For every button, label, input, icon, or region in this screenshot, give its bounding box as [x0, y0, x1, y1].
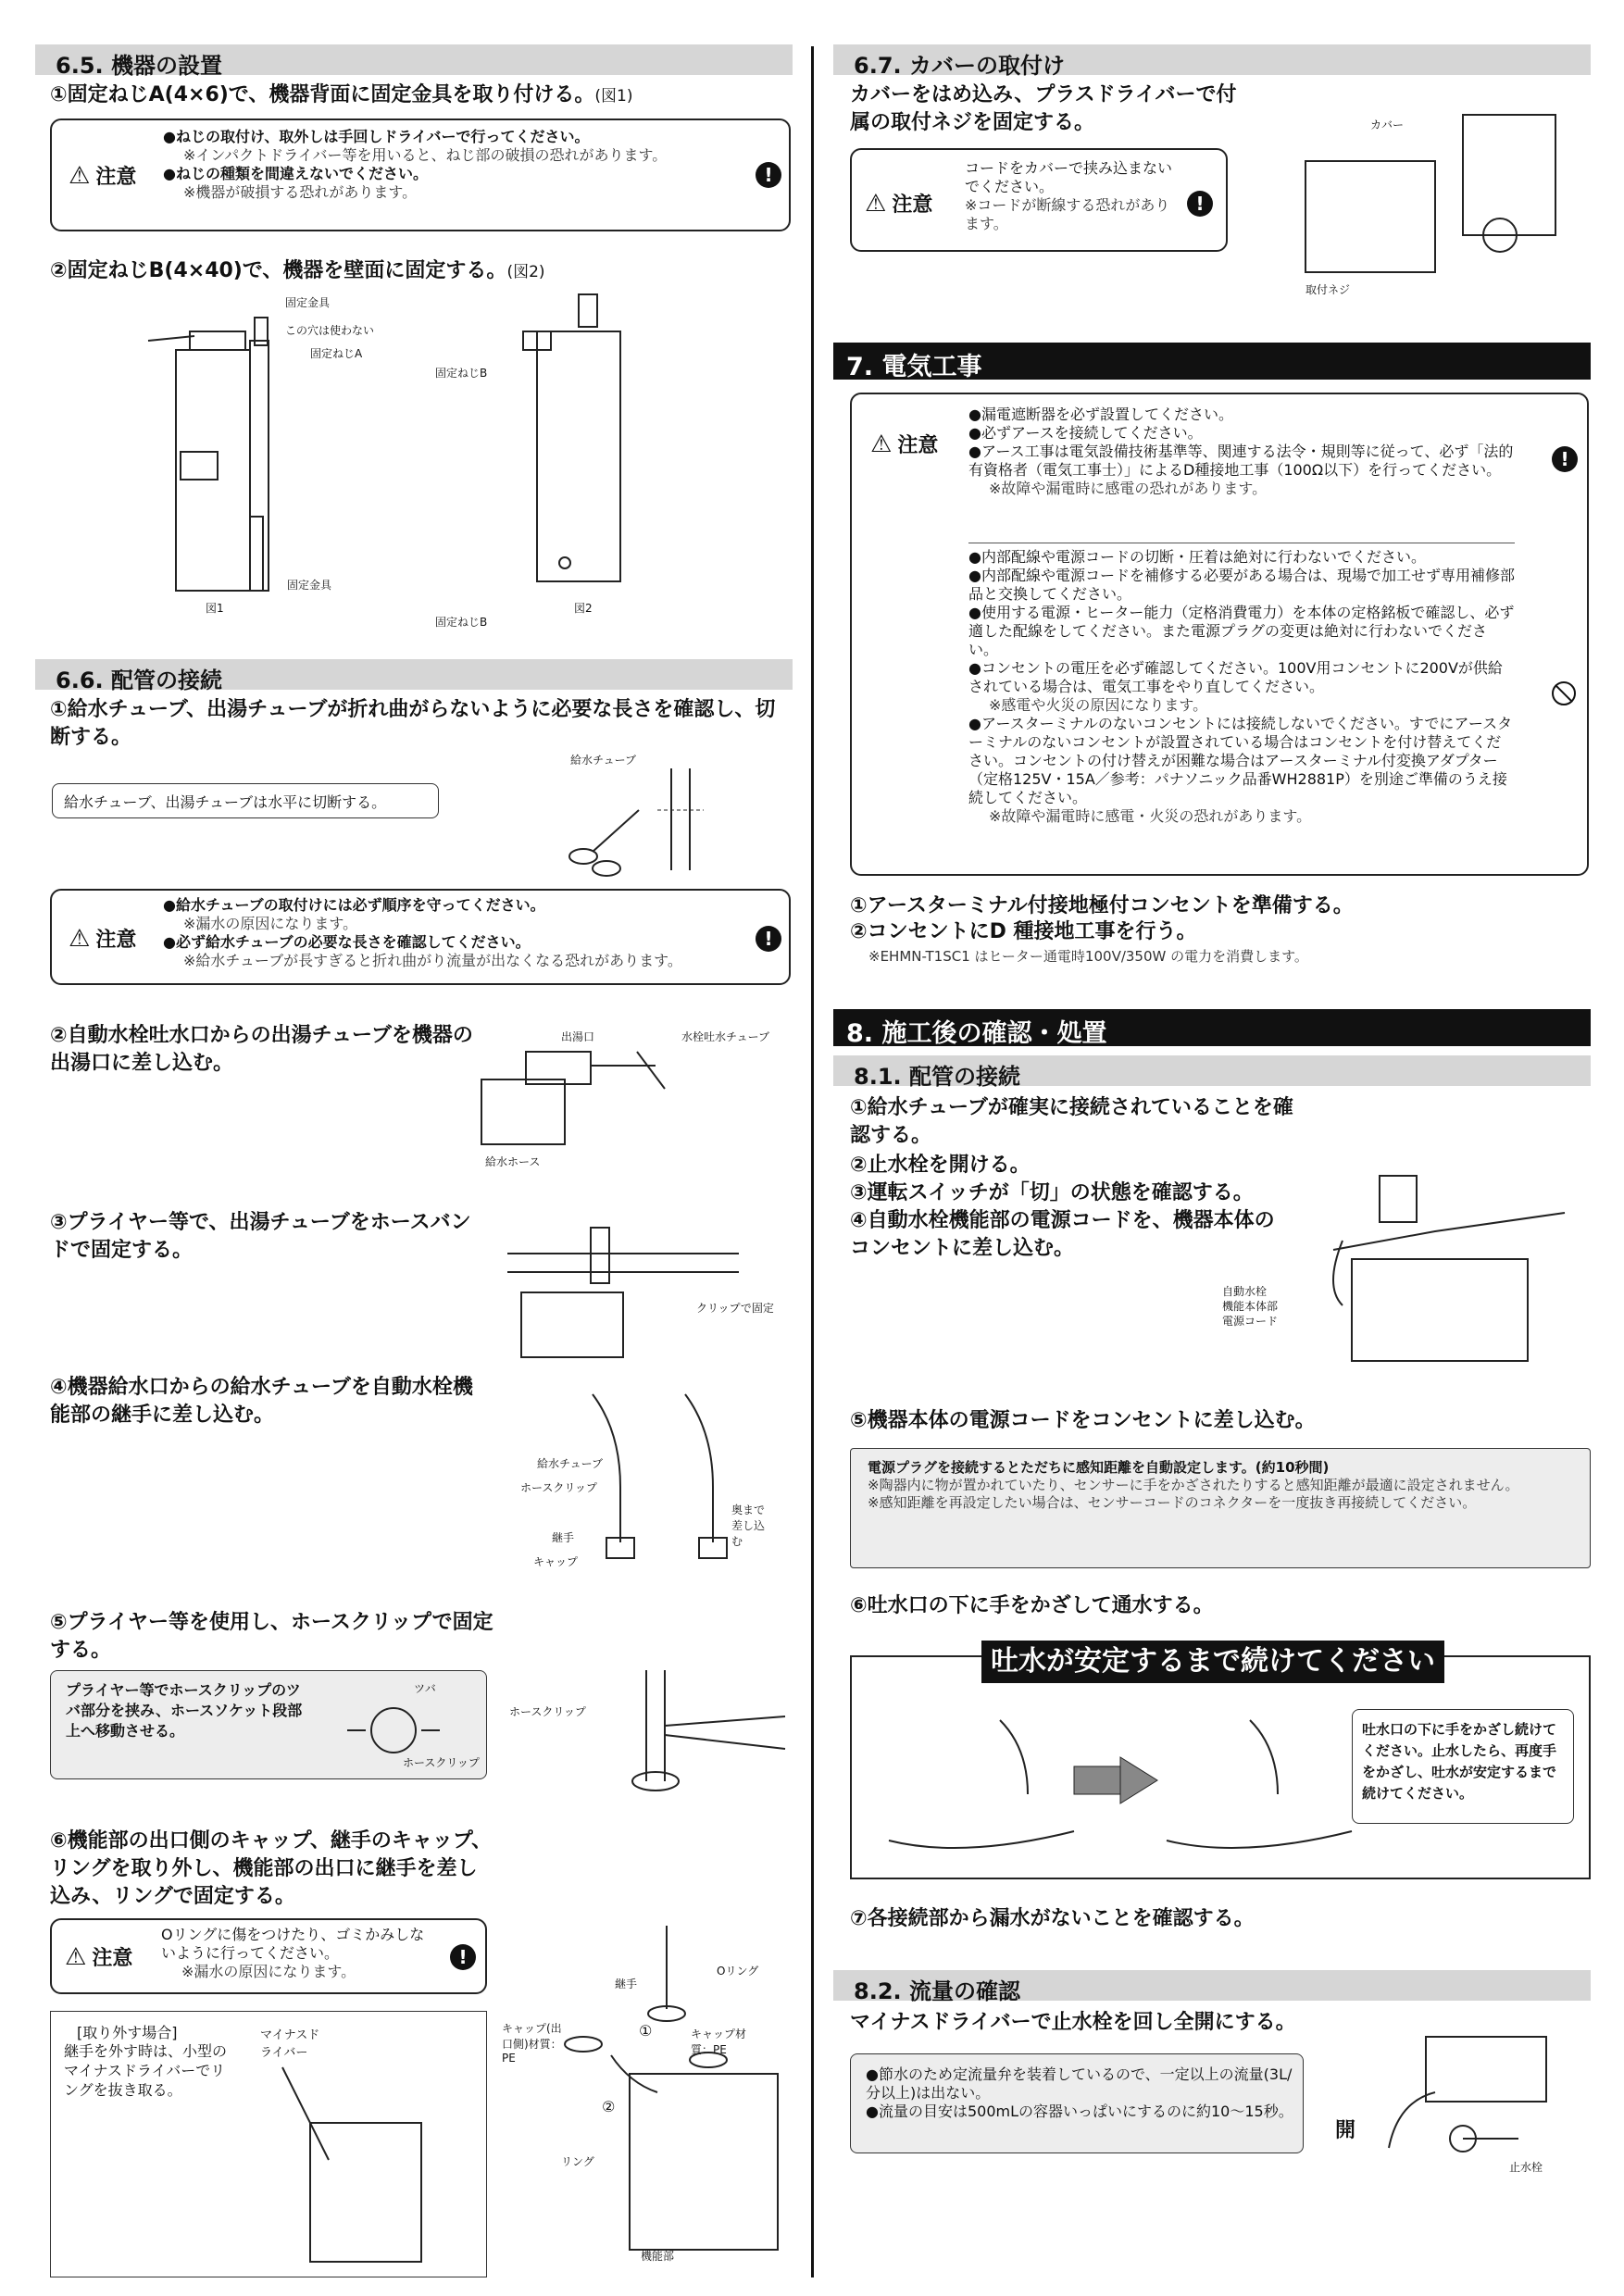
section-8-1-title: 8.1. 配管の接続	[833, 1055, 1591, 1086]
caution-label: ⚠ 注意	[69, 161, 137, 190]
exclamation-icon: !	[1552, 446, 1578, 472]
power-note: ※EHMN-T1SC1 はヒーター通電時100V/350W の電力を消費します。	[868, 948, 1308, 965]
figure-2	[435, 294, 676, 628]
figure-caption: 図1	[206, 602, 224, 615]
section-7-title: 7. 電気工事	[833, 343, 1591, 380]
figure-cover: カバー 取付ネジ	[1241, 96, 1593, 309]
label-fixing-bracket: 固定金具	[285, 296, 331, 309]
caution-item: ●ねじの種類を間違えないでください。	[163, 165, 428, 182]
figure-outlet: 出湯口 水栓吐水チューブ 給水ホース	[480, 1024, 794, 1172]
caution-box-3: ⚠ 注意 Oリングに傷をつけたり、ゴミかみしないように行ってください。 ※漏水の原因になります。 !	[50, 1918, 487, 1994]
step-7-1: ①アースターミナル付接地極付コンセントを準備する。	[850, 894, 1354, 917]
prohibited-icon	[1552, 681, 1576, 705]
label-screw-b: 固定ねじB	[435, 367, 488, 380]
step-8-1-3: ③運転スイッチが「切」の状態を確認する。	[850, 1181, 1254, 1204]
figure-clip: クリップで固定	[507, 1209, 785, 1357]
step-6-6-6: ⑥機能部の出口側のキャップ、継手のキャップ、リングを取り外し、機能部の出口に継手を差し込み、リングで固定する。	[50, 1829, 493, 1908]
label-fixing-bracket-2: 固定金具	[287, 579, 332, 592]
step-6-6-2: ②自動水栓吐水口からの出湯チューブを機器の出湯口に差し込む。	[50, 1024, 473, 1075]
figure-stop-valve: 開 止水栓	[1333, 2037, 1583, 2194]
step-6-6-1: ①給水チューブ、出湯チューブが折れ曲がらないように必要な長さを確認し、切断する。	[50, 698, 776, 749]
step-8-2: マイナスドライバーで止水栓を回し全開にする。	[850, 2011, 1296, 2034]
figure-pliers: ホースクリップ	[507, 1670, 794, 1800]
cut-note-box: 給水チューブ、出湯チューブは水平に切断する。	[52, 783, 439, 818]
section-8-2-title: 8.2. 流量の確認	[833, 1970, 1591, 2001]
warning-icon: ⚠	[69, 924, 91, 953]
caution-box-electric: ⚠ 注意 ●漏電遮断器を必ず設置してください。 ●必ずアースを接続してください。 ●アース工事は電気設備技術基準等、関連する法令・規則等に従って、必ず「法的有資格者（電気工事士）」によるD種接地工事（100Ω以下）を行ってください。 ※故障や漏電時に感電の恐れがあります。 ! ●内部配線や電源コードの切断・圧着は絶対に行わないでください。 ●内部配線や電源コードを補修する必要がある場合は、現場で加工せず専用補修部品と交換してください。 ●使用する電源・ヒーター能力（定格消費電力）を本体の定格銘板で確認し、必ず適した配線をしてください。また電源プラグの変更は絶対に行わないでください。 ●コンセントの電圧を必ず確認してください。100V用コンセントに200Vが供給されている場合は、電気工事をやり直してください。 ※感電や火災の原因になります。 ●アースターミナルのないコンセントには接続しないでください。すでにアースターミナルのないコンセントが設置されている場合はコンセントを付け替えてください。コンセントの付け替えが困難な場合はアースターミナル付変換アダプター（定格125V・15A／参考：パナソニック品番WH2881P）を別途ご準備のうえ接続してください。 ※故障や漏電時に感電・火災の恐れがあります。	[850, 393, 1589, 876]
flow-banner: 吐水が安定するまで続けてください	[981, 1641, 1444, 1683]
step-8-1-5: ⑤機器本体の電源コードをコンセントに差し込む。	[850, 1409, 1316, 1432]
exclamation-icon: !	[756, 162, 781, 188]
step-6-7: カバーをはめ込み、プラスドライバーで付属の取付ネジを固定する。	[850, 83, 1237, 134]
column-divider	[811, 46, 814, 2277]
figure-fitting: 給水チューブ ホースクリップ 奥まで差し込む 継手 キャップ	[518, 1376, 796, 1579]
caution-sub: ※機器が破損する恐れがあります。	[183, 183, 418, 201]
step-8-1-1: ①給水チューブが確実に接続されていることを確認する。	[850, 1096, 1293, 1147]
step-7-2: ②コンセントにD 種接地工事を行う。	[850, 920, 1197, 943]
figure-joint: 継手 Oリング キャップ(出口側)材質：PE キャップ材質：PE ① ② リング 機能部	[500, 1926, 796, 2268]
warning-icon: ⚠	[69, 161, 91, 190]
fig-ref: (図1)	[594, 87, 633, 106]
step-6-5-2: ②固定ねじB(4×40)で、機器を壁面に固定する。(図2)	[50, 259, 545, 282]
section-6-6-title: 6.6. 配管の接続	[35, 659, 793, 690]
remove-drawing	[255, 2067, 440, 2271]
flow-side-note: 吐水口の下に手をかざし続けてください。止水したら、再度手をかざし、吐水が安定するまで続けてください。	[1352, 1709, 1574, 1824]
unit-drawing	[148, 294, 426, 618]
step-text: ①固定ねじA(4×6)で、機器背面に固定金具を取り付ける。	[50, 83, 595, 106]
water-flow-panel	[850, 1645, 1591, 1879]
figure-caption: 図2	[574, 602, 593, 615]
flow-rate-box: ●節水のため定流量弁を装着しているので、一定以上の流量(3L/分以上)は出ない。 ●流量の目安は500mLの容器いっぱいにするのに約10～15秒。	[850, 2053, 1304, 2153]
label-screw-a: 固定ねじA	[310, 347, 363, 360]
unit-drawing-2	[435, 294, 676, 628]
step-6-6-3: ③プライヤー等で、出湯チューブをホースバンドで固定する。	[50, 1211, 471, 1262]
section-6-7-title: 6.7. カバーの取付け	[833, 44, 1591, 75]
hand-faucet-drawing	[889, 1702, 1370, 1868]
clip-tip-box: プライヤー等でホースクリップのツバ部分を挟み、ホースソケット段部上へ移動させる。 ツバ ホースクリップ	[50, 1670, 487, 1779]
section-6-5-title: 6.5. 機器の設置	[35, 44, 793, 75]
step-8-1-7: ⑦各接続部から漏水がないことを確認する。	[850, 1907, 1255, 1930]
exclamation-icon: !	[450, 1944, 476, 1970]
sensor-note-box: 電源プラグを接続するとただちに感知距離を自動設定します。(約10秒間) ※陶器内に物が置かれていたり、センサーに手をかざされたりすると感知距離が最適に設定されません。 ※感知距離を再設定したい場合は、センサーコードのコネクターを一度抜き再接続してください。	[850, 1448, 1591, 1568]
figure-1	[148, 294, 426, 618]
step-8-1-2: ②止水栓を開ける。	[850, 1154, 1031, 1177]
label-screw-b-2: 固定ねじB	[435, 616, 488, 629]
cut-figure	[565, 759, 750, 880]
exclamation-icon: !	[1187, 191, 1213, 217]
remove-box: [取り外す場合] 継手を外す時は、小型のマイナスドライバーでリングを抜き取る。 マイナスドライバー	[50, 2011, 487, 2277]
label-unused-hole: この穴は使わない	[285, 324, 375, 337]
caution-box-4: ⚠ 注意 コードをカバーで挟み込まないでください。 ※コードが断線する恐れがあります。 !	[850, 148, 1228, 252]
step-8-1-4: ④自動水栓機能部の電源コードを、機器本体のコンセントに差し込む。	[850, 1209, 1275, 1260]
caution-item: ●ねじの取付け、取外しは手回しドライバーで行ってください。	[163, 128, 590, 145]
step-8-1-6: ⑥吐水口の下に手をかざして通水する。	[850, 1594, 1214, 1617]
caution-sub: ※インパクトドライバー等を用いると、ねじ部の破損の恐れがあります。	[183, 146, 668, 164]
step-6-5-1	[50, 81, 791, 110]
caution-box-1	[50, 119, 791, 231]
warning-icon: ⚠	[870, 430, 893, 458]
exclamation-icon: !	[756, 926, 781, 952]
label-supply-tube: 給水チューブ	[570, 754, 637, 767]
step-6-6-5: ⑤プライヤー等を使用し、ホースクリップで固定する。	[50, 1611, 493, 1662]
caution-box-2: ⚠ 注意 ●給水チューブの取付けには必ず順序を守ってください。 ※漏水の原因になります。 ●必ず給水チューブの必要な長さを確認してください。 ※給水チューブが長すぎると折れ曲がり流量が出なくなる恐れがあります。 !	[50, 889, 791, 985]
step-6-6-4: ④機器給水口からの給水チューブを自動水栓機能部の継手に差し込む。	[50, 1376, 473, 1427]
warning-icon: ⚠	[865, 189, 887, 218]
figure-power-cord: 自動水栓 機能本体部 電源コード	[1222, 1176, 1593, 1361]
warning-icon: ⚠	[65, 1942, 87, 1971]
section-8-title: 8. 施工後の確認・処置	[833, 1009, 1591, 1046]
